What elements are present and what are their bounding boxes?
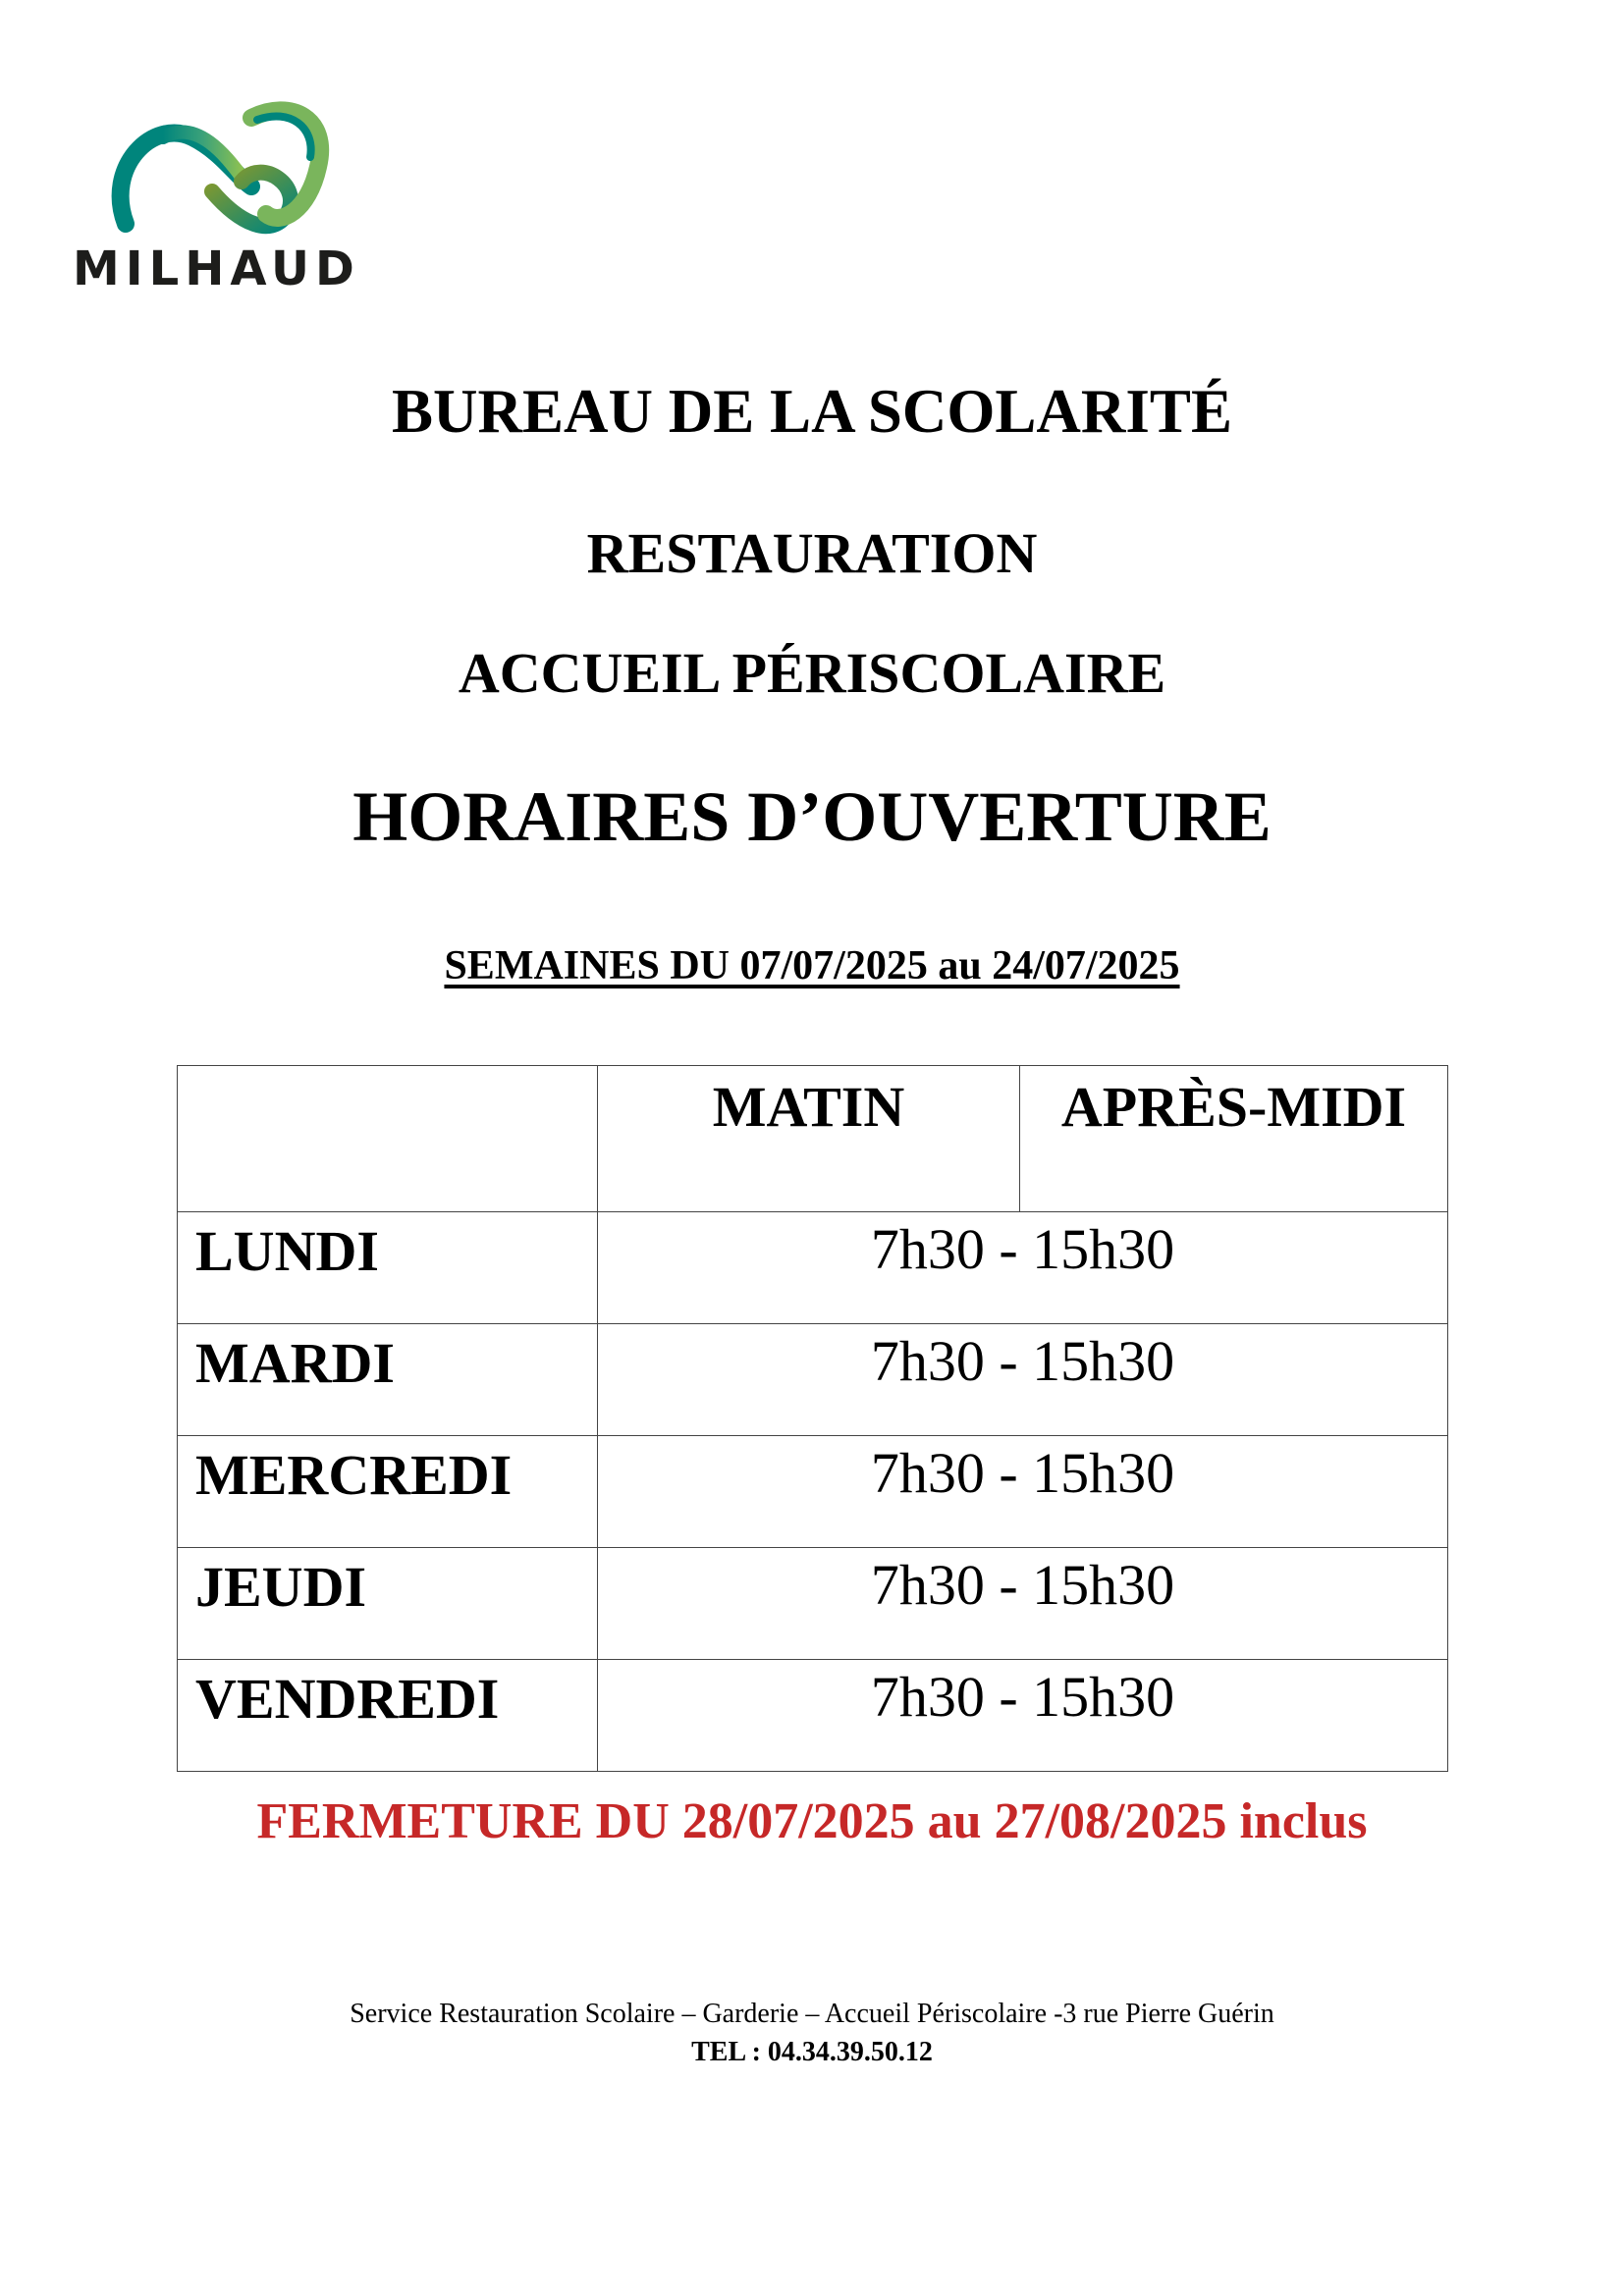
- period-label: [0, 942, 1624, 989]
- table-row: [178, 1324, 1448, 1436]
- hours-cell: 7h30 - 15h30: [598, 1212, 1448, 1324]
- milhaud-logo: [69, 98, 373, 294]
- hours-cell: 7h30 - 15h30: [598, 1324, 1448, 1436]
- header-cell-matin: MATIN: [598, 1066, 1020, 1212]
- schedule-table: [177, 1065, 1448, 1772]
- milhaud-logo-mark: [104, 98, 340, 236]
- logo-wordmark: MILHAUD: [73, 241, 360, 296]
- page-title: BUREAU DE LA SCOLARITÉ: [392, 377, 1232, 446]
- header-cell-day: [178, 1066, 598, 1212]
- day-cell: LUNDI: [178, 1212, 598, 1324]
- day-cell: MERCREDI: [178, 1436, 598, 1548]
- footer-address: Service Restauration Scolaire – Garderie – Accueil Périscolaire -3 rue Pierre Guérin: [350, 1999, 1274, 2029]
- day-cell: MARDI: [178, 1324, 598, 1436]
- table-row: [178, 1660, 1448, 1772]
- opening-hours-heading: HORAIRES D’OUVERTURE: [352, 777, 1272, 856]
- table-row: [178, 1548, 1448, 1660]
- hours-cell: 7h30 - 15h30: [598, 1660, 1448, 1772]
- hours-cell: 7h30 - 15h30: [598, 1436, 1448, 1548]
- closure-notice: FERMETURE DU 28/07/2025 au 27/08/2025 inclus: [256, 1793, 1368, 1849]
- day-cell: VENDREDI: [178, 1660, 598, 1772]
- period-text: SEMAINES DU 07/07/2025 au 24/07/2025: [444, 943, 1180, 988]
- day-cell: JEUDI: [178, 1548, 598, 1660]
- subtitle-restauration: RESTAURATION: [586, 521, 1038, 585]
- subtitle-periscolaire: ACCUEIL PÉRISCOLAIRE: [458, 641, 1166, 705]
- header-cell-apres-midi: APRÈS-MIDI: [1020, 1066, 1448, 1212]
- table-row: [178, 1436, 1448, 1548]
- table-header-row: [178, 1066, 1448, 1212]
- hours-cell: 7h30 - 15h30: [598, 1548, 1448, 1660]
- table-row: [178, 1212, 1448, 1324]
- footer-phone: TEL : 04.34.39.50.12: [691, 2037, 933, 2067]
